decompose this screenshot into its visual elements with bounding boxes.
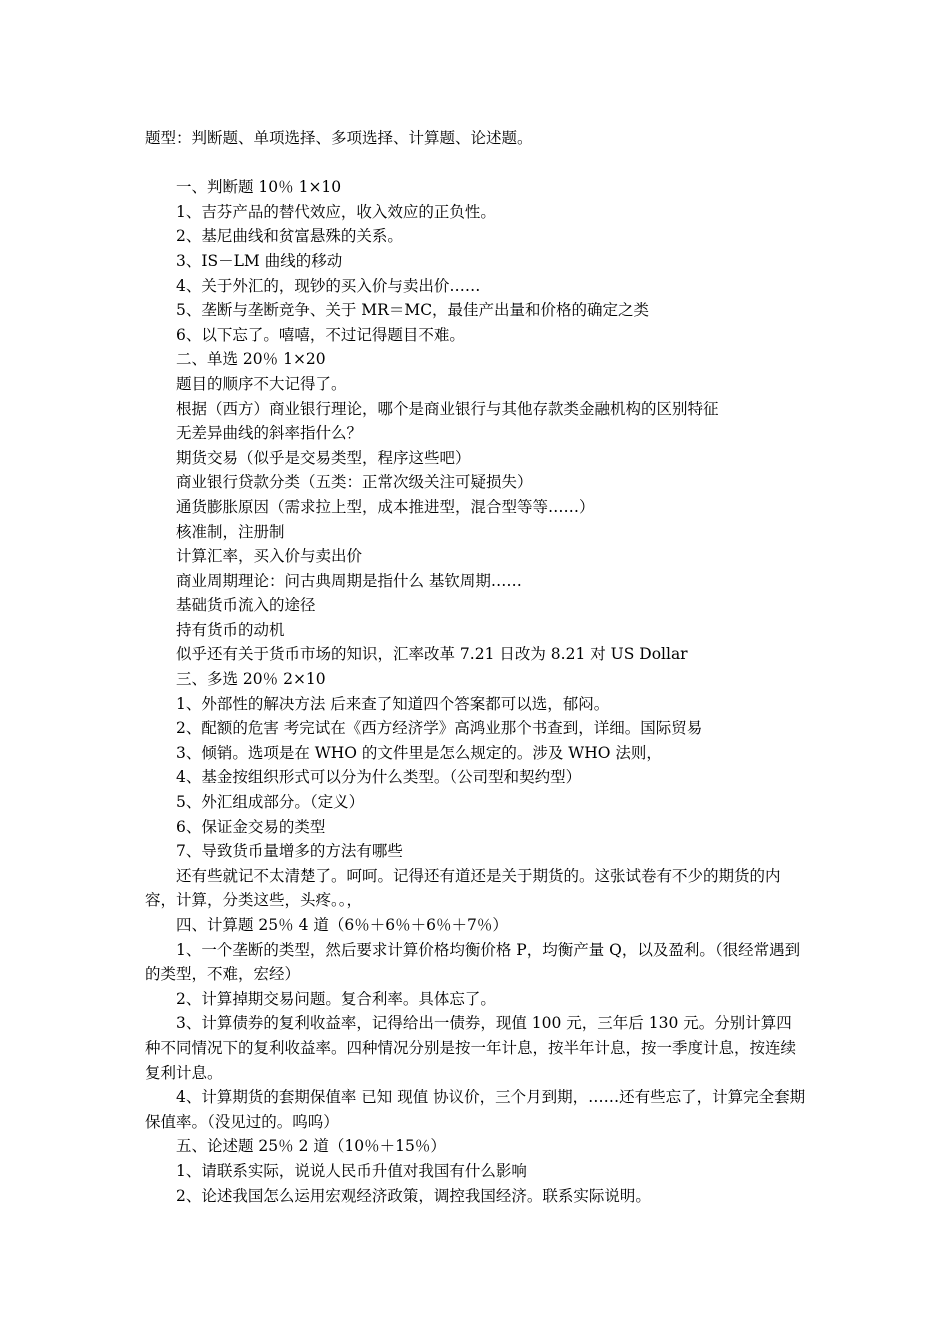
document-paragraph: 商业银行贷款分类（五类：正常次级关注可疑损失）	[176, 473, 533, 492]
header-line: 题型：判断题、单项选择、多项选择、计算题、论述题。	[145, 129, 533, 147]
document-paragraph: 二、单选 20％ 1×20	[176, 350, 326, 369]
document-paragraph: 一、判断题 10％ 1×10	[176, 178, 342, 197]
document-paragraph: 2、基尼曲线和贫富悬殊的关系。	[176, 227, 403, 246]
document-paragraph: 商业周期理论：问古典周期是指什么 基钦周期……	[176, 571, 522, 590]
document-paragraph: 无差异曲线的斜率指什么？	[176, 424, 363, 443]
document-paragraph: 4、计算期货的套期保值率 已知 现值 协议价，三个月到期，……还有些忘了，计算完全套期保值率。（没见过的。呜呜）	[145, 1088, 806, 1131]
document-paragraph: 1、一个垄断的类型，然后要求计算价格均衡价格 P，均衡产量 Q，以及盈利。（很经常遇到的类型，不难，宏经）	[145, 940, 801, 984]
document-paragraph: 根据（西方）商业银行理论，哪个是商业银行与其他存款类金融机构的区别特征	[176, 399, 719, 418]
document-paragraph: 3、计算债券的复利收益率，记得给出一债券，现值 100 元，三年后 130 元。分别计算四种不同情况下的复利收益率。四种情况分别是按一年计息，按半年计息，按一季度计息，按连续复利计息。	[145, 1014, 797, 1082]
document-paragraph: 7、导致货币量增多的方法有哪些	[176, 842, 403, 861]
document-paragraph: 持有货币的动机	[176, 620, 285, 639]
document-paragraph: 5、垄断与垄断竞争、关于 MR＝MC，最佳产出量和价格的确定之类	[176, 301, 650, 320]
document-paragraph: 还有些就记不太清楚了。呵呵。记得还有道还是关于期货的。这张试卷有不少的期货的内容，计算，分类这些，头疼。。，	[145, 866, 781, 910]
document-paragraph: 6、保证金交易的类型	[176, 817, 326, 836]
document-paragraph: 通货膨胀原因（需求拉上型，成本推进型，混合型等等……）	[176, 497, 595, 516]
document-paragraph: 似乎还有关于货币市场的知识，汇率改革 7.21 日改为 8.21 对 US Dollar	[176, 645, 688, 664]
document-paragraph: 计算汇率，买入价与卖出价	[176, 547, 363, 566]
document-paragraph: 4、关于外汇的，现钞的买入价与卖出价……	[176, 276, 481, 295]
document-paragraph: 3、倾销。选项是在 WHO 的文件里是怎么规定的。涉及 WHO 法则，	[176, 743, 662, 762]
document-body	[145, 126, 807, 1208]
paragraph-list	[145, 175, 807, 1208]
document-paragraph: 3、IS－LM 曲线的移动	[176, 251, 343, 270]
document-paragraph: 三、多选 20％ 2×10	[176, 670, 326, 689]
document-paragraph: 期货交易（似乎是交易类型，程序这些吧）	[176, 448, 471, 467]
document-paragraph: 2、配额的危害 考完试在《西方经济学》高鸿业那个书查到，详细。国际贸易	[176, 719, 703, 738]
document-paragraph: 1、外部性的解决方法 后来查了知道四个答案都可以选，郁闷。	[176, 694, 610, 713]
document-paragraph: 2、论述我国怎么运用宏观经济政策，调控我国经济。联系实际说明。	[176, 1186, 651, 1205]
document-paragraph: 4、基金按组织形式可以分为什么类型。（公司型和契约型）	[176, 768, 582, 787]
document-paragraph: 基础货币流入的途径	[176, 596, 316, 615]
document-paragraph: 核准制，注册制	[176, 522, 285, 541]
document-paragraph: 1、请联系实际，说说人民币升值对我国有什么影响	[176, 1161, 527, 1180]
document-paragraph: 题目的顺序不大记得了。	[176, 374, 347, 393]
document-paragraph: 四、计算题 25％ 4 道（6％＋6％＋6％＋7％）	[176, 916, 508, 934]
document-paragraph: 6、以下忘了。嘻嘻，不过记得题目不难。	[176, 325, 465, 344]
document-paragraph: 5、外汇组成部分。（定义）	[176, 793, 365, 812]
document-paragraph: 五、论述题 25％ 2 道（10％＋15％）	[176, 1137, 446, 1156]
blank-line	[145, 151, 807, 176]
document-paragraph: 2、计算掉期交易问题。复合利率。具体忘了。	[176, 989, 496, 1008]
document-paragraph: 1、吉芬产品的替代效应，收入效应的正负性。	[176, 202, 496, 221]
